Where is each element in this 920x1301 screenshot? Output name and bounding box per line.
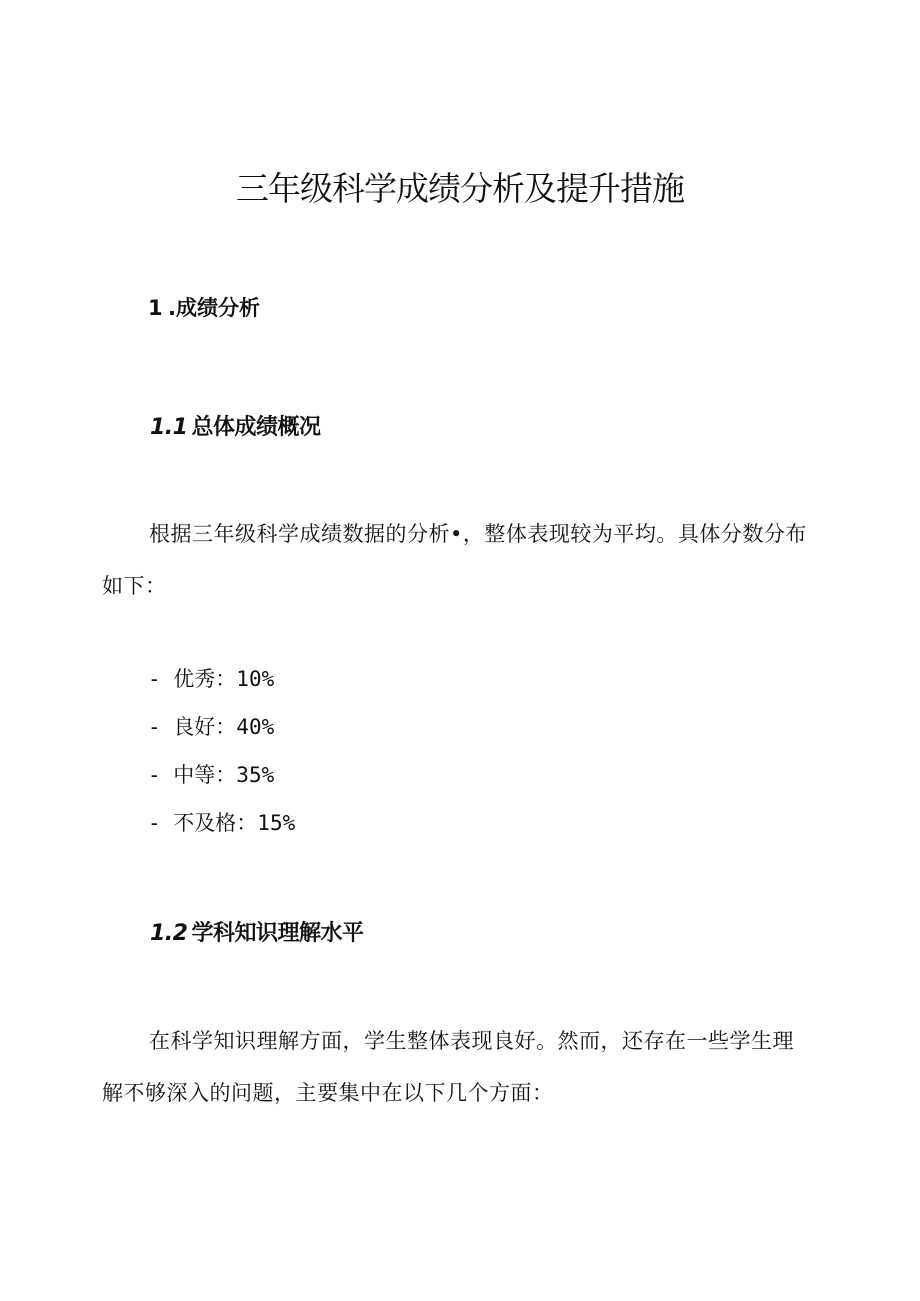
document-title: 三年级科学成绩分析及提升措施	[236, 169, 684, 208]
section-number: 1	[148, 296, 163, 320]
separator: ：	[236, 811, 258, 835]
grade-category: 不及格	[173, 811, 237, 835]
grade-percentage: 15%	[257, 811, 296, 835]
separator: ：	[215, 763, 237, 787]
subsection-number: 1.2	[150, 921, 188, 946]
grade-percentage: 35%	[236, 763, 275, 787]
list-dash: -	[148, 667, 174, 691]
section-label: 成绩分析	[175, 296, 260, 320]
score-distribution-list	[148, 655, 295, 847]
subsection-number: 1.1	[150, 415, 188, 440]
section-heading-1	[148, 292, 260, 324]
list-dash: -	[148, 763, 174, 787]
subsection-label: 学科知识理解水平	[191, 921, 364, 946]
grade-category: 良好	[173, 715, 216, 739]
subsection-heading-1-2	[150, 918, 364, 950]
list-dash: -	[148, 811, 174, 835]
list-item	[148, 799, 295, 847]
grade-percentage: 10%	[236, 667, 275, 691]
list-item	[148, 655, 295, 703]
section-dot: .	[168, 296, 176, 320]
grade-category: 中等	[173, 763, 216, 787]
subsection-label: 总体成绩概况	[191, 415, 321, 440]
list-item	[148, 703, 295, 751]
separator: ：	[215, 715, 237, 739]
list-dash: -	[148, 715, 174, 739]
list-item	[148, 751, 295, 799]
knowledge-paragraph: 在科学知识理解方面，学生整体表现良好。然而，还存在一些学生理解不够深入的问题，主要集中在以下几个方面：	[102, 1029, 794, 1105]
separator: ：	[215, 667, 237, 691]
grade-percentage: 40%	[236, 715, 275, 739]
overview-paragraph: 根据三年级科学成绩数据的分析•，整体表现较为平均。具体分数分布如下：	[102, 522, 807, 598]
subsection-heading-1-1	[150, 412, 321, 444]
grade-category: 优秀	[173, 667, 216, 691]
